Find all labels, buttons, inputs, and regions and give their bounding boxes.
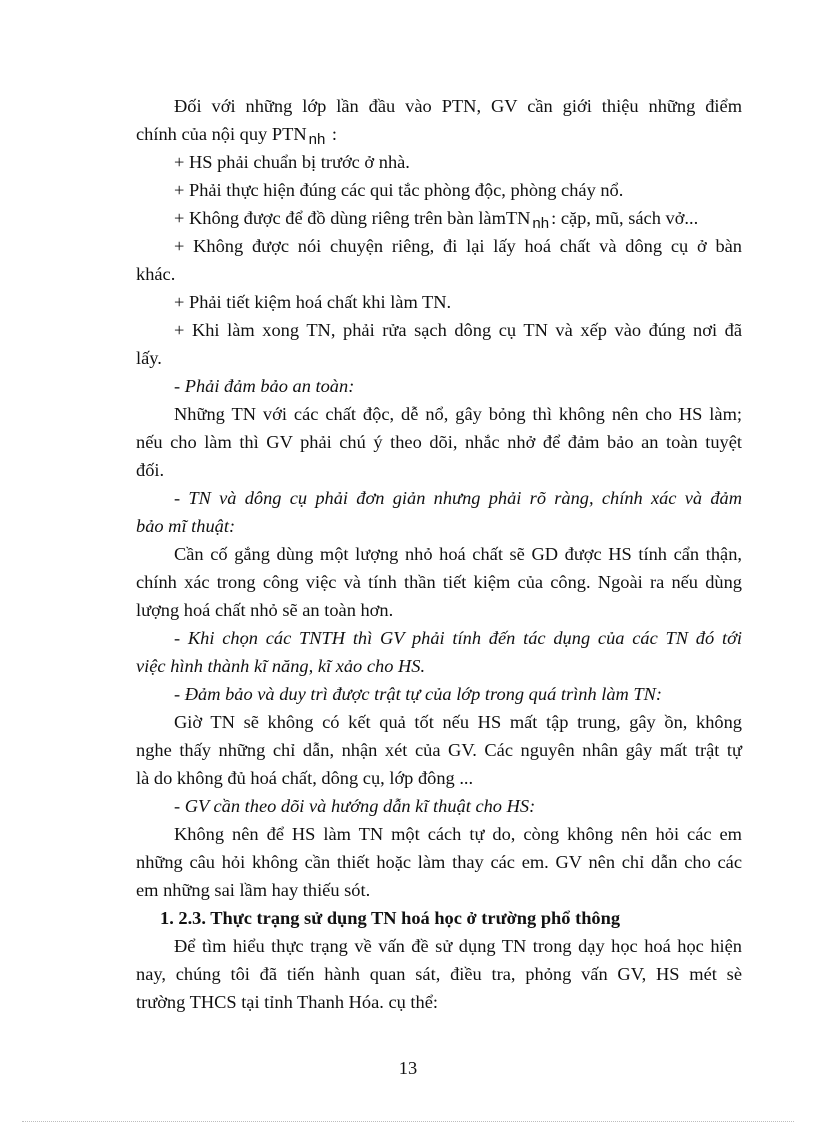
section-heading: - GV cần theo dõi và hướng dẫn kĩ thuật cho HS: [174,796,536,816]
paragraph-line: những câu hỏi không cần thiết hoặc làm thay các em. GV nên chỉ dẫn cho các [136,852,742,872]
list-item: + Không được nói chuyện riêng, đi lại lấy hoá chất và dông cụ ở bàn [174,236,742,256]
section-heading: - Khi chọn các TNTH thì GV phải tính đến tác dụng của các TN đó tới [174,628,742,648]
list-item-continuation: khác. [136,264,176,284]
subsection-title: 1. 2.3. Thực trạng sử dụng TN hoá học ở trường phổ thông [160,908,621,928]
subscript: nh [308,131,326,148]
list-item: + Không được để đồ dùng riêng trên bàn làmTN nh : cặp, mũ, sách vở... [174,206,698,232]
paragraph-line: Để tìm hiểu thực trạng về vấn đề sử dụng TN trong dạy học hoá học hiện [174,936,742,956]
section-heading: bảo mĩ thuật: [136,516,236,536]
section-heading: việc hình thành kĩ năng, kĩ xảo cho HS. [136,656,426,676]
paragraph-line: nghe thấy những chỉ dẫn, nhận xét của GV. Các nguyên nhân gây mất trật tự [136,740,742,760]
list-item-continuation: lấy. [136,348,162,368]
paragraph-line: nếu cho làm thì GV phải chú ý theo dõi, nhắc nhở để đảm bảo an toàn tuyệt [136,432,742,452]
paragraph-line: đối. [136,460,165,480]
section-heading: - Đảm bảo và duy trì được trật tự của lớp trong quá trình làm TN: [174,684,663,704]
section-heading: - Phải đảm bảo an toàn: [174,376,355,396]
list-item: + Phải thực hiện đúng các qui tắc phòng độc, phòng cháy nổ. [174,180,624,200]
list-item: + Khi làm xong TN, phải rửa sạch dông cụ TN và xếp vào đúng nơi đã [174,320,742,340]
page-bottom-rule [22,1121,794,1122]
page-number: 13 [398,1058,418,1078]
paragraph-line: lượng hoá chất nhỏ sẽ an toàn hơn. [136,600,394,620]
paragraph-line: chính xác trong công việc và tính thần tiết kiệm của công. Ngoài ra nếu dùng [136,572,742,592]
subscript: nh [532,215,550,232]
paragraph-line: Không nên để HS làm TN một cách tự do, còng không nên hỏi các em [174,824,742,844]
paragraph-line: Giờ TN sẽ không có kết quả tốt nếu HS mất tập trung, gây ồn, không [174,712,742,732]
paragraph-line: là do không đủ hoá chất, dông cụ, lớp đông ... [136,768,474,788]
paragraph-line: chính của nội quy PTN nh : [136,122,337,148]
paragraph-line: Cần cố gắng dùng một lượng nhỏ hoá chất sẽ GD được HS tính cẩn thận, [174,544,742,564]
paragraph-line: nay, chúng tôi đã tiến hành quan sát, điều tra, phỏng vấn GV, HS mét sè [136,964,742,984]
section-heading: - TN và dông cụ phải đơn giản nhưng phải rõ ràng, chính xác và đảm [174,488,742,508]
paragraph-line: em những sai lầm hay thiếu sót. [136,880,371,900]
paragraph-line: Những TN với các chất độc, dễ nổ, gây bỏng thì không nên cho HS làm; [174,404,742,424]
paragraph-line: trường THCS tại tỉnh Thanh Hóa. cụ thể: [136,992,438,1012]
paragraph-line: Đối với những lớp lần đầu vào PTN, GV cần giới thiệu những điểm [174,96,742,116]
list-item: + HS phải chuẩn bị trước ở nhà. [174,152,410,172]
list-item: + Phải tiết kiệm hoá chất khi làm TN. [174,292,452,312]
